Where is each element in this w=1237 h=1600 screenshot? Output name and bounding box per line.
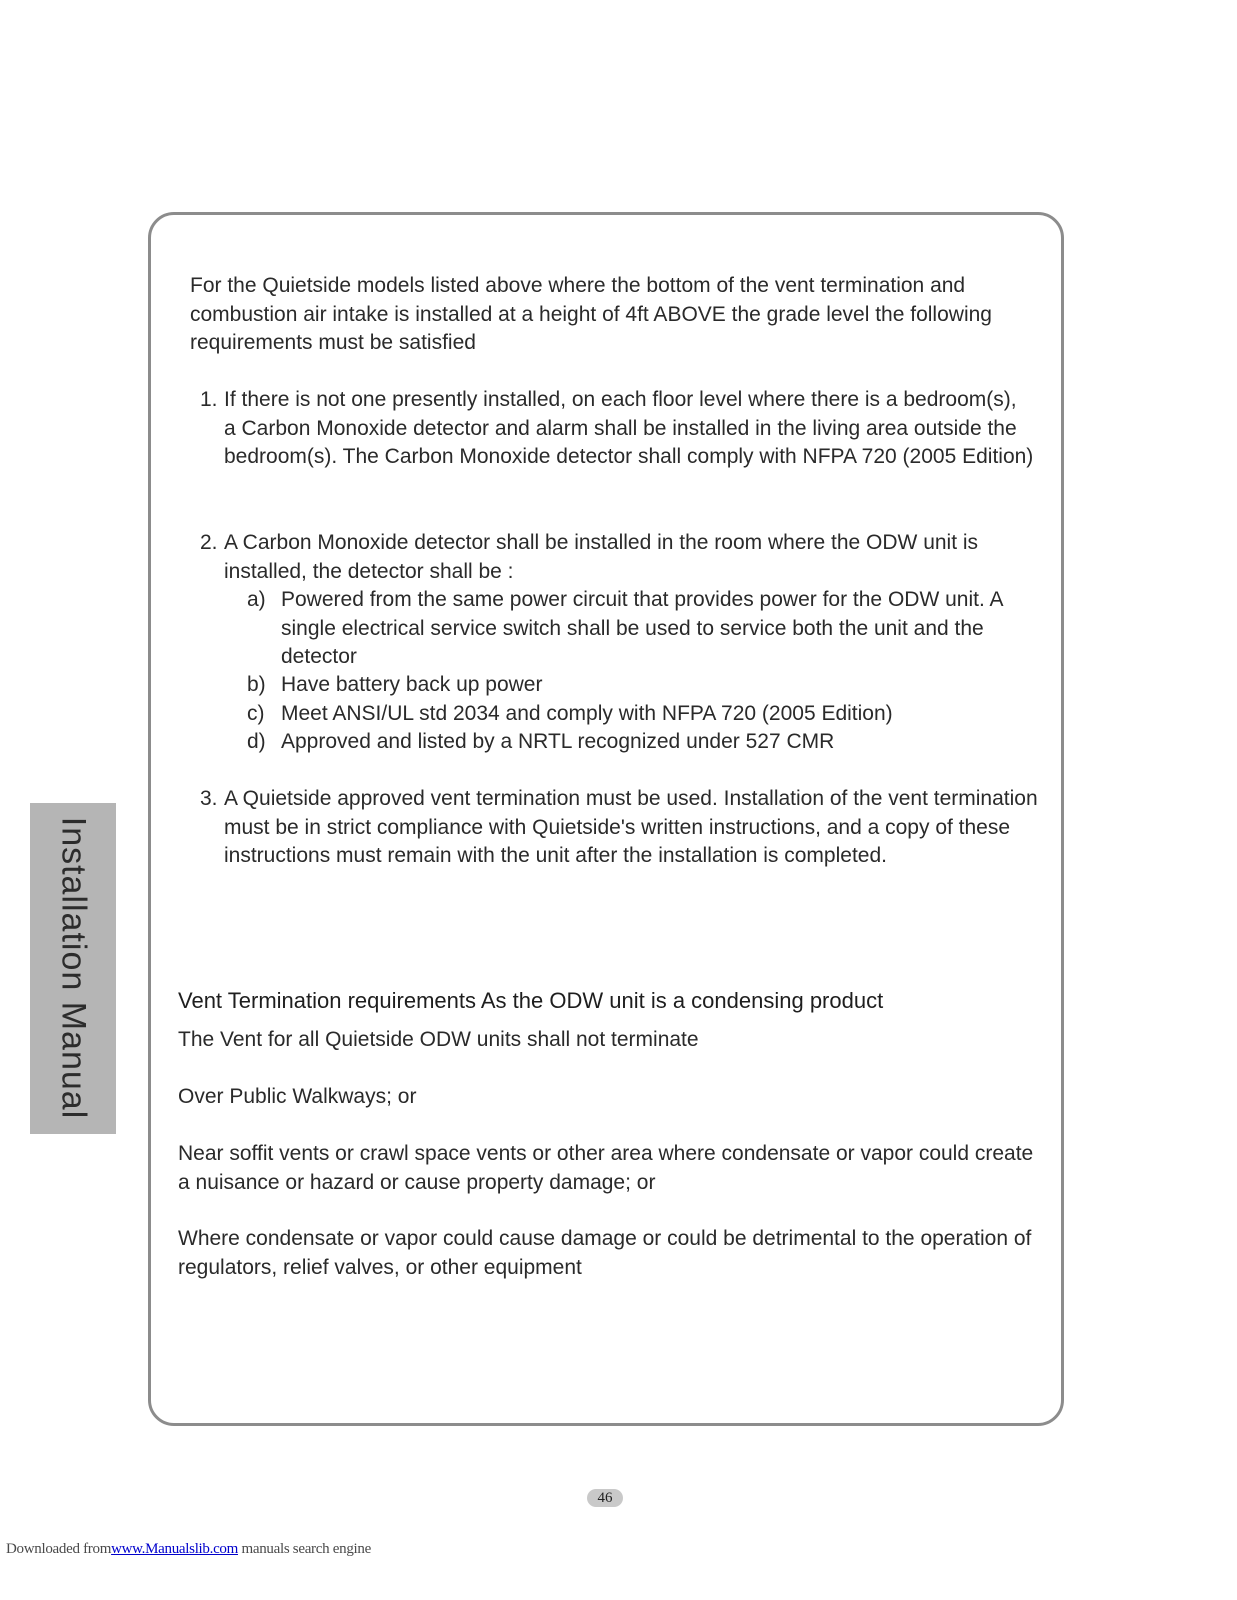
item-text: A Carbon Monoxide detector shall be installed in the room where the ODW unit is installed, the detector shall be : [224, 531, 979, 583]
sub-label: d) [247, 730, 266, 753]
item-text: If there is not one presently installed, on each floor level where there is a bedroom(s), a Carbon Monoxide detector and alarm shall be installed in the living area outside the bedroom(s). The Carbon Monoxide detector shall comply with NFPA 720 (2005 Edition) [224, 388, 1034, 469]
sub-text: Approved and listed by a NRTL recognized under 527 CMR [281, 730, 835, 753]
vent-paragraph: Near soffit vents or crawl space vents or other area where condensate or vapor could create a nuisance or hazard or cause property damage; or [178, 1142, 1034, 1194]
sub-text: Powered from the same power circuit that provides power for the ODW unit. A single electrical service switch shall be used to service both the unit and the detector [281, 588, 1003, 669]
page-number: 46 [587, 1489, 623, 1507]
item-text: A Quietside approved vent termination must be used. Installation of the vent termination must be in strict compliance with Quietside's written instructions, and a copy of these instructions must remain with the unit after the installation is completed. [224, 787, 1038, 868]
vent-paragraph: Over Public Walkways; or [178, 1085, 417, 1108]
download-footer [6, 1541, 371, 1558]
item-number: 3. [200, 787, 218, 810]
requirement-item-3 [200, 785, 1054, 871]
sub-label: c) [247, 702, 265, 725]
requirement-item-1 [200, 386, 1034, 472]
item-number: 1. [200, 388, 218, 411]
sub-label: b) [247, 673, 266, 696]
detector-requirement-a [247, 586, 1051, 672]
footer-suffix: manuals search engine [238, 1541, 371, 1557]
sub-text: Have battery back up power [281, 673, 543, 696]
vent-paragraph: Where condensate or vapor could cause damage or could be detrimental to the operation of regulators, relief valves, or other equipment [178, 1227, 1032, 1279]
intro-paragraph: For the Quietside models listed above where the bottom of the vent termination and combustion air intake is installed at a height of 4ft ABOVE the grade level the following requirements must be satisfied [190, 274, 992, 355]
detector-requirement-b [247, 671, 1041, 700]
footer-prefix: Downloaded from [6, 1541, 112, 1557]
detector-requirement-c [247, 700, 1041, 729]
vent-section-heading: Vent Termination requirements As the ODW unit is a condensing product [178, 988, 884, 1013]
manualslib-link[interactable]: www.Manualslib.com [111, 1541, 239, 1557]
sub-text: Meet ANSI/UL std 2034 and comply with NFPA 720 (2005 Edition) [281, 702, 893, 725]
side-tab-label: Installation Manual [54, 816, 93, 1120]
detector-requirement-d [247, 728, 1041, 757]
item-number: 2. [200, 531, 218, 554]
requirement-item-2 [200, 529, 1034, 586]
vent-paragraph: The Vent for all Quietside ODW units shall not terminate [178, 1028, 699, 1051]
sub-label: a) [247, 588, 266, 611]
